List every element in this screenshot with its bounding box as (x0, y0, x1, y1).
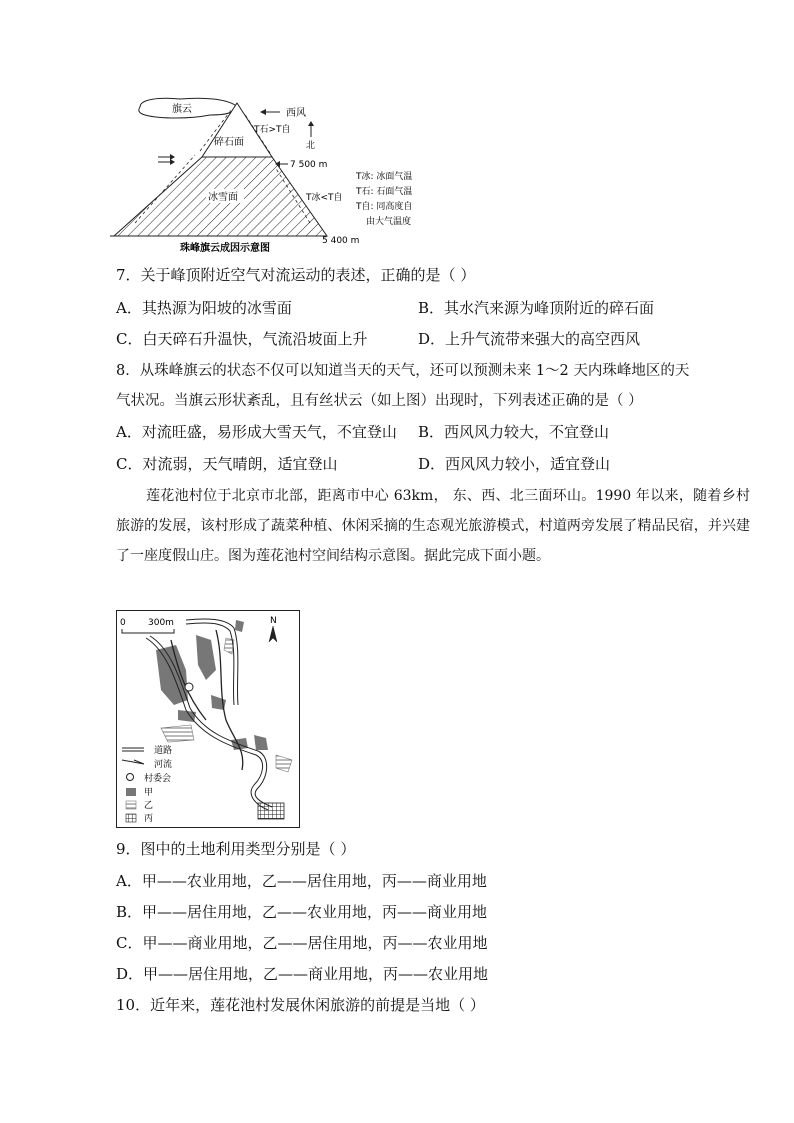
q9-option-c: C．甲——商业用地，乙——居住用地，丙——农业用地 (116, 934, 488, 952)
legend-line-4: 由大气温度 (366, 217, 412, 227)
banner-cloud-diagram (110, 95, 440, 257)
map-north-label: N (270, 616, 277, 626)
q8-option-c: C．对流弱，天气晴朗，适宜登山 (116, 455, 338, 473)
legend-river: 河流 (154, 760, 173, 770)
altitude-7500: 7 500 m (290, 160, 328, 170)
village-committee-marker (185, 683, 193, 691)
legend-line-3: T自: 同高度自 (356, 202, 413, 212)
q7-option-a: A．其热源为阳坡的冰雪面 (116, 299, 292, 317)
q8-option-a: A．对流旺盛，易形成大雪天气，不宜登山 (116, 423, 397, 441)
q9-option-d: D．甲——居住用地，乙——商业用地，丙——农业用地 (116, 965, 489, 983)
scale-length: 300m (148, 618, 174, 628)
passage-text: 莲花池村位于北京市北部，距离市中心 63km， 东、西、北三面环山。1990 年以来，随着乡村旅游的发展，该村形成了蔬菜种植、休闲采摘的生态观光旅游模式，村道两旁发展了精品民宿，并兴建了一座度假山庄。图为莲花池村空间结构示意图。据此完成下面小题。 (116, 488, 750, 564)
q7-option-b: B．其水汽来源为峰顶附近的碎石面 (418, 299, 655, 317)
north-label: 北 (306, 141, 316, 151)
question-7-stem: 7．关于峰顶附近空气对流运动的表述，正确的是（ ） (116, 266, 476, 284)
legend-jia: 甲 (144, 788, 154, 798)
legend-committee: 村委会 (144, 774, 172, 784)
village-map (116, 610, 300, 828)
legend-road: 道路 (154, 746, 173, 756)
q9-option-b: B．甲——居住用地，乙——农业用地，丙——商业用地 (116, 903, 488, 921)
legend-yi: 乙 (144, 801, 154, 811)
q8-option-b: B．西风风力较大，不宜登山 (418, 423, 610, 441)
q7-option-c: C．白天碎石升温快，气流沿坡面上升 (116, 330, 368, 348)
legend-line-2: T石: 石面气温 (356, 187, 413, 197)
question-8-line-2: 气状况。当旗云形状紊乱，且有丝状云（如上图）出现时，下列表述正确的是（ ） (116, 393, 643, 409)
legend-bing: 丙 (144, 814, 154, 824)
west-wind-label: 西风 (286, 108, 306, 119)
q8-option-d: D．西风风力较小，适宜登山 (418, 455, 611, 473)
question-9-stem: 9．图中的土地利用类型分别是（ ） (116, 840, 356, 858)
question-10-stem: 10．近年来，莲花池村发展休闲旅游的前提是当地（ ） (116, 996, 485, 1014)
q9-option-a: A．甲——农业用地，乙——居住用地，丙——商业用地 (116, 872, 487, 890)
question-8-line-1: 8．从珠峰旗云的状态不仅可以知道当天的天气，还可以预测未来 1～2 天内珠峰地区的天 (116, 363, 690, 379)
cloud-label: 旗云 (172, 104, 192, 115)
figure-caption: 珠峰旗云成因示意图 (180, 243, 270, 254)
gravel-label: 碎石面 (214, 137, 244, 148)
scale-zero: 0 (120, 618, 126, 628)
altitude-5400: 5 400 m (322, 236, 360, 246)
q7-option-d: D．上升气流带来强大的高空西风 (418, 330, 641, 348)
t-relation-top: T石>T自 (254, 125, 291, 135)
legend-line-1: T冰: 冰面气温 (356, 172, 413, 182)
t-relation-mid: T冰<T自 (306, 193, 343, 203)
land-bing (258, 803, 284, 819)
snow-label: 冰雪面 (208, 192, 238, 203)
